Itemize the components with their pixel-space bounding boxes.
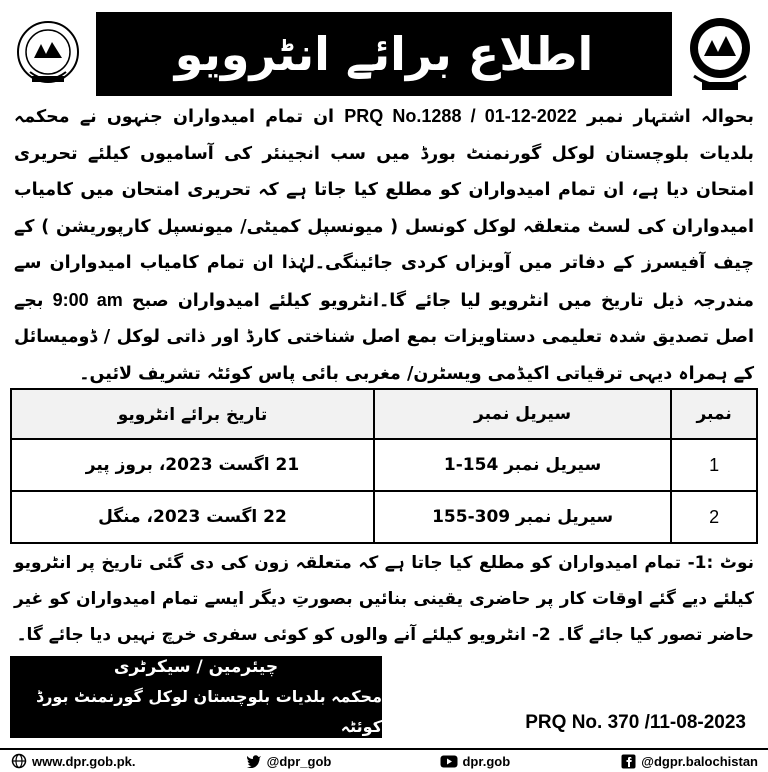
note-text: نوٹ :1- تمام امیدواران کو مطلع کیا جاتا ہے کہ متعلقہ زون کی دی گئی تاریخ پر انٹرویو کیلئے دیے گئے اوقات کار پر حاضری یقینی بنائیں بصورتِ دیگر ایسے تمام امیدواران کو غیر حاضر تصور کیا جائے گا۔ 2- انٹرویو کیلئے آنے والوں کو کوئی سفری خرچ نہیں دیا جائے گا۔ (14, 553, 754, 645)
page-title: اطلاع برائے انٹرویو (174, 27, 594, 81)
department-name: محکمہ بلدیات بلوچستان لوکل گورنمنٹ بورڈ کوئٹہ (36, 687, 382, 736)
footer-youtube[interactable] (440, 753, 510, 769)
globe-icon (10, 753, 28, 769)
header-date: تاریخ برائے انٹرویو (11, 389, 374, 439)
footer (0, 748, 768, 772)
balochistan-emblem-icon (676, 12, 764, 96)
row-serial: سیریل نمبر 309-155 (374, 491, 671, 543)
signature-block (10, 656, 382, 738)
row-serial: سیریل نمبر 154-1 (374, 439, 671, 491)
body-part-3: بجے اصل تصدیق شدہ تعلیمی دستاویزات بمع اصل شناختی کارڈ اور ذاتی لوکل / ڈومیسائل کے ہمراہ دیہی ترقیاتی اکیڈمی ویسٹرن/ مغربی بائی پاس کوئٹہ تشریف لائیں۔ (14, 290, 754, 384)
footer-youtube-text: dpr.gob (462, 753, 511, 769)
title-banner (96, 12, 672, 96)
government-seal-icon (4, 12, 92, 96)
body-part-2: ان تمام امیدواران جنہوں نے محکمہ بلدیات بلوچستان لوکل گورنمنٹ بورڈ میں سب انجینئر کی آسامیوں کیلئے تحریری امتحان دیا ہے، ان تمام امیدواران کو مطلع کیا جاتا ہے کہ تحریری امتحان میں کامیاب امیدواران کی لسٹ متعلقہ لوکل کونسل ( میونسپل کمیٹی/ میونسپل کارپوریشن ) کے چیف آفیسرز کے دفاتر میں آویزاں کردی جائینگی۔لہٰذا ان تمام کامیاب امیدواران سے مندرجہ ذیل تاریخ میں انٹرویو لیا جائے گا۔انٹرویو کیلئے امیدواران صبح (14, 107, 755, 311)
header-number: نمبر (671, 389, 757, 439)
signatory-title: چیئرمین / سیکرٹری (113, 657, 279, 677)
table-row (11, 491, 757, 543)
footer-website-text: www.dpr.gob.pk. (32, 753, 136, 769)
youtube-icon (440, 753, 458, 769)
notice-body (14, 98, 754, 392)
footer-twitter-text: @dpr_gob (266, 753, 332, 769)
interview-schedule-table (10, 388, 758, 544)
footer-facebook-text: @dgpr.balochistan (641, 753, 758, 769)
reference-number: PRQ No.1288 / 01-12-2022 (344, 106, 577, 126)
twitter-icon (245, 753, 263, 769)
body-part-1: بحوالہ اشتہار نمبر (587, 107, 754, 127)
table-header-row (11, 389, 757, 439)
row-number: 1 (671, 439, 757, 491)
header-serial: سیریل نمبر (374, 389, 671, 439)
footer-twitter[interactable] (245, 753, 332, 769)
footer-facebook[interactable] (619, 753, 758, 769)
row-number: 2 (671, 491, 757, 543)
facebook-icon (619, 753, 637, 769)
row-date: 21 اگست 2023، بروز پیر (11, 439, 374, 491)
table-row (11, 439, 757, 491)
interview-time: 9:00 am (52, 289, 123, 310)
row-date: 22 اگست 2023، منگل (11, 491, 374, 543)
prq-number: PRQ No. 370 /11-08-2023 (525, 712, 746, 733)
header (4, 8, 764, 100)
footer-website[interactable] (10, 753, 136, 769)
